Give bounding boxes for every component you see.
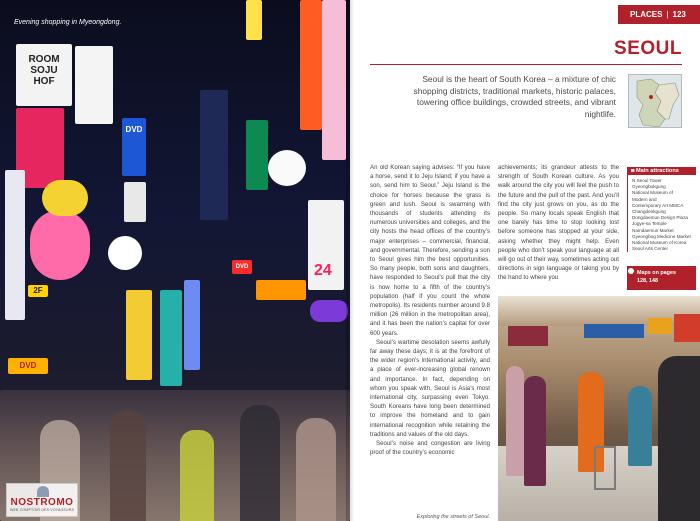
neon-sign: 24 bbox=[314, 262, 332, 279]
map-pin-icon bbox=[628, 268, 634, 274]
neon-sign bbox=[160, 290, 182, 386]
neon-sign bbox=[256, 280, 306, 300]
maps-pages: 128, 148 bbox=[637, 278, 658, 284]
section-name: PLACES bbox=[630, 10, 663, 19]
neon-sign bbox=[108, 236, 142, 270]
body-column-1 bbox=[370, 163, 490, 458]
neon-sign bbox=[300, 0, 322, 130]
photo-caption-left: Evening shopping in Myeongdong. bbox=[14, 19, 122, 26]
list-item: Modern and bbox=[632, 196, 657, 202]
list-item: Seoul Arts Center bbox=[632, 246, 669, 252]
locator-map-icon bbox=[629, 75, 682, 128]
pedestrian bbox=[658, 356, 700, 521]
crowd-blur bbox=[296, 418, 336, 521]
crowd-blur bbox=[180, 430, 214, 521]
page-number: 123 bbox=[672, 10, 686, 19]
pedestrian bbox=[506, 366, 524, 476]
pedestrian bbox=[628, 386, 652, 466]
neon-sign: 2F bbox=[28, 285, 48, 297]
nostromo-logo-text: NOSTROMO bbox=[10, 497, 74, 508]
body-paragraph: Seoul’s noise and congestion are living proof of the country’s economic bbox=[370, 440, 490, 457]
neon-sign bbox=[75, 46, 113, 124]
shop-sign bbox=[648, 318, 672, 334]
section-header bbox=[618, 5, 700, 24]
pedestrian bbox=[524, 376, 546, 486]
list-item: Contemporary Art MMCA bbox=[632, 202, 684, 208]
hand-truck bbox=[594, 446, 616, 490]
neon-sign bbox=[126, 290, 152, 380]
neon-sign bbox=[30, 210, 90, 280]
neon-sign bbox=[42, 180, 88, 216]
list-item: N Seoul Tower bbox=[632, 178, 662, 183]
crowd-blur bbox=[240, 405, 280, 521]
page-title: SEOUL bbox=[614, 38, 682, 59]
neon-sign bbox=[310, 300, 348, 322]
list-item: Gyeongbog Medicine Market bbox=[632, 233, 691, 239]
list-item: Changdeokgung bbox=[632, 209, 666, 215]
neon-sign bbox=[246, 0, 262, 40]
neon-sign bbox=[322, 0, 346, 160]
locator-map bbox=[628, 74, 682, 128]
neon-sign bbox=[200, 90, 228, 220]
list-item: Gyeongbokgung bbox=[632, 184, 666, 190]
title-divider bbox=[370, 64, 682, 65]
photo-caption-right: Exploring the streets of Seoul. bbox=[416, 514, 490, 520]
camera-icon: ◙ bbox=[631, 168, 635, 174]
neon-sign bbox=[268, 150, 306, 186]
main-attractions-box bbox=[627, 167, 696, 252]
neon-sign: DVD bbox=[232, 260, 252, 274]
nostromo-tagline: WEB COMPTOIR DES VOYAGEURS bbox=[10, 508, 74, 512]
attractions-list bbox=[632, 178, 696, 252]
body-paragraph: Seoul’s wartime desolation seems awfully far away these days; it is at the forefront of the wider region’s international activity, and a place of ever-increasing global renown and importance. In fact, depending on whom you speak with, Seoul is Asia’s most international city, surpassing even Tokyo. South Koreans have long been determined to improve the homeland and to gain international recognition while retaining the traditions and values of the old days. bbox=[370, 338, 490, 438]
maps-reference-box bbox=[627, 266, 696, 290]
page-gutter bbox=[346, 0, 354, 521]
neon-sign bbox=[184, 280, 200, 370]
market-street-photo bbox=[498, 296, 700, 521]
list-item: National Museum of Korea bbox=[632, 240, 687, 246]
neon-sign-text: ROOM SOJU HOF bbox=[28, 54, 60, 87]
neon-sign bbox=[124, 182, 146, 222]
intro-text: Seoul is the heart of South Korea – a mixture of chic shopping districts, traditional markets, historic palaces, towering office buildings, crowded streets, and vibrant nightlife. bbox=[413, 74, 616, 119]
crowd-blur bbox=[110, 410, 146, 521]
body-column-2 bbox=[498, 163, 619, 283]
shop-sign bbox=[584, 324, 644, 338]
neon-sign bbox=[5, 170, 25, 320]
body-paragraph: An old Korean saying advises: “If you have a horse, send it to Jeju Island; if you have a son, send him to Seoul.” Jeju Island is the choice for horses because the grass is green and lush. Seoul is swarming with thousands of students attending its numerous universities and colleges, and the city hosts the head offices of the country’s major enterprises – commercial, financial, and governmental. Therefore, sending a son to Seoul gives him the best opportunities. So many people, both sons and daughters, have responded to Seoul’s pull that the city is now home to a fifth of the country’s population (half if you count the whole metropolis). Its residents number around 9.8 million (26 million in the metropolitan area), and it has been the nation’s capital for over 600 years. bbox=[370, 164, 490, 337]
list-item: National Museum of bbox=[632, 190, 673, 196]
neon-sign: DVD bbox=[122, 118, 146, 176]
list-item: Jogye-sa Temple bbox=[632, 221, 667, 227]
shop-sign bbox=[674, 314, 700, 342]
nostromo-logo-icon bbox=[37, 486, 49, 497]
list-item: Namdaemun Market bbox=[632, 227, 674, 233]
maps-label: Maps on pages bbox=[637, 270, 676, 276]
header-divider: | bbox=[666, 10, 669, 19]
list-item: Dongdaemun Design Plaza bbox=[632, 215, 688, 221]
neon-sign bbox=[246, 120, 268, 190]
nostromo-watermark bbox=[6, 483, 78, 517]
shop-sign bbox=[508, 326, 548, 346]
body-paragraph: achievements; its grandeur attests to the strength of South Korean culture. As you walk around the city you will feel the push to the future and the pull of the past. And you’ll find the city just grows on you, as do the people. So many locals speak English that one barely has time to stop looking lost before someone has stopped at your side, asking whether they might help. Even people who don’t speak your language at all will go out of their way, sometimes acting out directions in sign language or taking you by the hand to where you bbox=[498, 164, 619, 282]
attractions-heading: ◙ Main attractions bbox=[628, 167, 696, 175]
neon-sign: DVD bbox=[8, 358, 48, 374]
